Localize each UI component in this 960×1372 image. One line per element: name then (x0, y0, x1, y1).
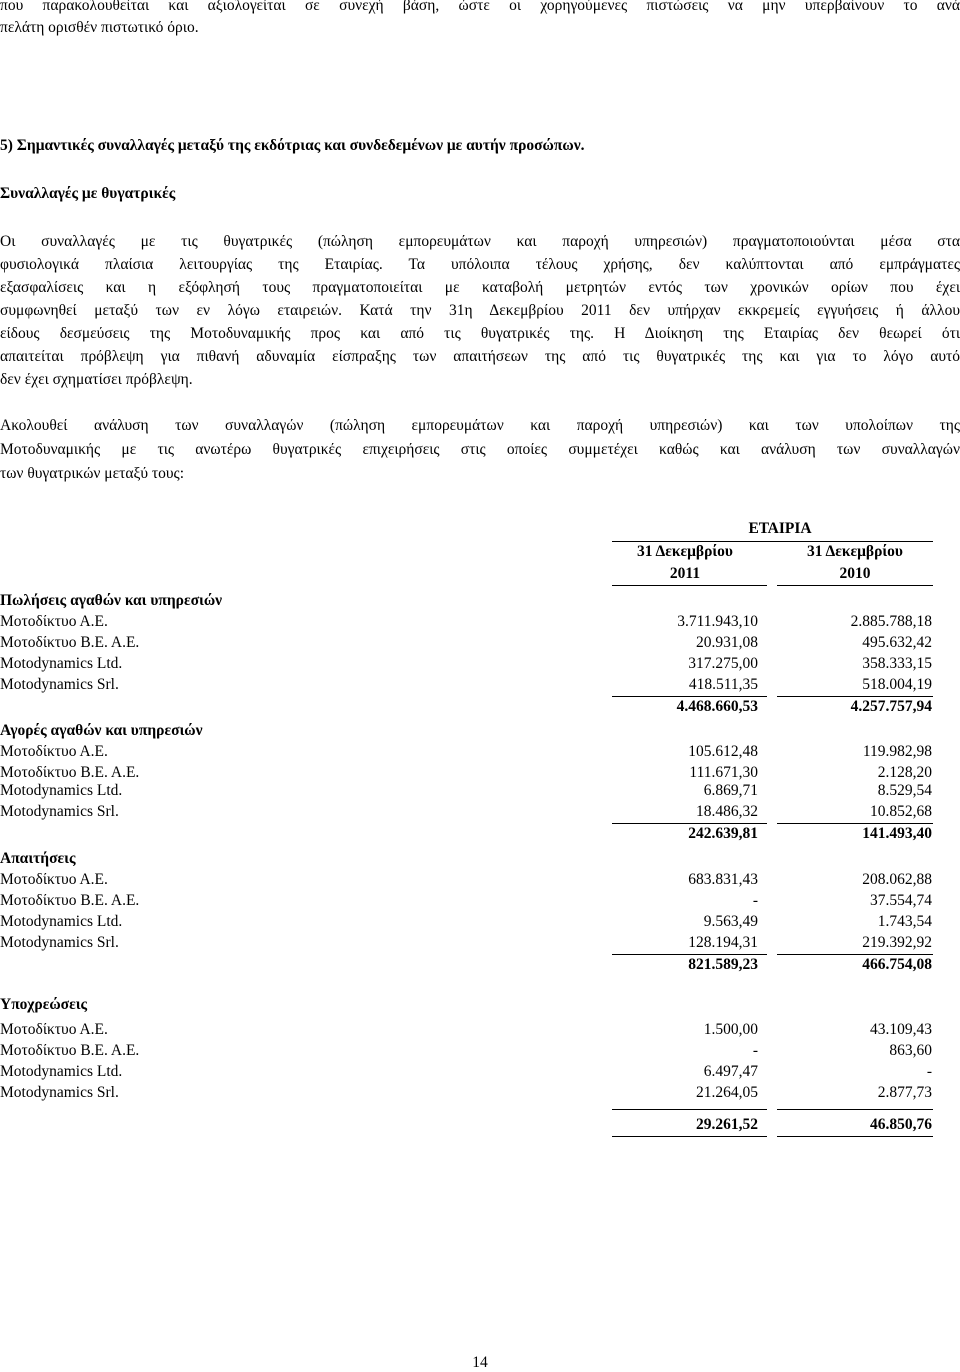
intro-line-2: πελάτη ορισθέν πιστωτικό όριο. (0, 19, 199, 36)
paragraph1-line-6: απαιτείται πρόβλεψη για πιθανή αδυναμία είσπραξης των απαιτήσεων της από τις θυγατρικές της και για το λόγο αυτό (0, 348, 960, 365)
row-label: Motodynamics Ltd. (0, 782, 123, 799)
row-label: Μοτοδίκτυο Β.Ε. Α.Ε. (0, 892, 140, 909)
col-2011-header-line1: 31 Δεκεμβρίου (637, 543, 733, 560)
total-2010: 141.493,40 (862, 825, 932, 842)
value-2011: 3.711.943,10 (677, 613, 758, 630)
company-header: ΕΤΑΙΡΙΑ (748, 520, 812, 537)
total-2011: 29.261,52 (696, 1116, 758, 1133)
col-2010-header-year: 2010 (839, 565, 871, 582)
subtotal-rule-2010 (777, 954, 933, 955)
paragraph1-line-2: φυσιολογικά πλαίσια λειτουργίας της Εταιρίας. Τα υπόλοιπα τέλους χρήσης, δεν καλύπτονται από εμπράγματες (0, 256, 960, 273)
row-label: Motodynamics Srl. (0, 934, 119, 951)
row-label: Μοτοδίκτυο Α.Ε. (0, 743, 108, 760)
value-2010: - (926, 1063, 932, 1080)
value-2011: 128.194,31 (688, 934, 758, 951)
value-2011: - (752, 1042, 758, 1059)
value-2010: 43.109,43 (870, 1021, 932, 1038)
value-2011: 21.264,05 (696, 1084, 758, 1101)
value-2010: 2.128,20 (877, 764, 932, 781)
value-2010: 863,60 (889, 1042, 932, 1059)
section-title-sales: Πωλήσεις αγαθών και υπηρεσιών (0, 592, 223, 609)
value-2010: 2.885.788,18 (850, 613, 932, 630)
row-label: Motodynamics Srl. (0, 676, 119, 693)
subtotal-rule-2010 (777, 1109, 933, 1110)
total-rule-2011 (612, 1136, 767, 1137)
subtotal-rule-2010 (777, 696, 933, 697)
value-2010: 518.004,19 (862, 676, 932, 693)
value-2011: 9.563,49 (703, 913, 758, 930)
col-2011-header-year: 2011 (669, 565, 701, 582)
paragraph1-line-4: συμφωνηθεί μεταξύ των εν λόγω εταιρειών. Κατά την 31η Δεκεμβρίου 2011 δεν υπήρχαν εκκρεμείς εγγυήσεις ή άλλου (0, 302, 960, 319)
col-2011-header-rule (612, 585, 767, 586)
value-2010: 2.877,73 (877, 1084, 932, 1101)
subsection-title: Συναλλαγές με θυγατρικές (0, 185, 176, 202)
paragraph1-line-5: είδους δεσμεύσεις της Μοτοδυναμικής προς και από τις θυγατρικές της. Η Διοίκηση της Εταιρίας δεν θεωρεί ότι (0, 325, 960, 342)
value-2011: 105.612,48 (688, 743, 758, 760)
total-2011: 4.468.660,53 (676, 698, 758, 715)
value-2011: 683.831,43 (688, 871, 758, 888)
paragraph2-line-3: των θυγατρικών μεταξύ τους: (0, 465, 185, 482)
row-label: Μοτοδίκτυο Α.Ε. (0, 871, 108, 888)
paragraph1-line-7: δεν έχει σχηματίσει πρόβλεψη. (0, 371, 193, 388)
paragraph1-line-1: Οι συναλλαγές με τις θυγατρικές (πώληση εμπορευμάτων και παροχή υπηρεσιών) πραγματοποιούνται μέσα στα (0, 233, 960, 250)
row-label: Motodynamics Ltd. (0, 655, 123, 672)
section-title: 5) Σημαντικές συναλλαγές μεταξύ της εκδότριας και συνδεδεμένων με αυτήν προσώπων. (0, 137, 585, 154)
value-2010: 119.982,98 (862, 743, 932, 760)
value-2011: 6.497,47 (703, 1063, 758, 1080)
total-2010: 46.850,76 (870, 1116, 932, 1133)
page-number: 14 (472, 1354, 488, 1371)
row-label: Μοτοδίκτυο Β.Ε. Α.Ε. (0, 764, 140, 781)
subtotal-rule-2011 (612, 954, 767, 955)
row-label: Motodynamics Srl. (0, 1084, 119, 1101)
total-2010: 466.754,08 (862, 956, 932, 973)
subtotal-rule-2011 (612, 823, 767, 824)
row-label: Μοτοδίκτυο Α.Ε. (0, 1021, 108, 1038)
row-label: Μοτοδίκτυο Α.Ε. (0, 613, 108, 630)
value-2010: 37.554,74 (870, 892, 932, 909)
total-2011: 242.639,81 (688, 825, 758, 842)
value-2010: 208.062,88 (862, 871, 932, 888)
subtotal-rule-2011 (612, 696, 767, 697)
value-2010: 495.632,42 (862, 634, 932, 651)
paragraph2-line-1: Ακολουθεί ανάλυση των συναλλαγών (πώληση εμπορευμάτων και παροχή υπηρεσιών) και των υπολοίπων της (0, 417, 960, 434)
col-2010-header-rule (777, 585, 933, 586)
row-label: Motodynamics Ltd. (0, 1063, 123, 1080)
section-title-purchases: Αγορές αγαθών και υπηρεσιών (0, 722, 203, 739)
total-2010: 4.257.757,94 (850, 698, 932, 715)
value-2011: 111.671,30 (689, 764, 758, 781)
row-label: Motodynamics Srl. (0, 803, 119, 820)
value-2011: 317.275,00 (688, 655, 758, 672)
row-label: Μοτοδίκτυο Β.Ε. Α.Ε. (0, 1042, 140, 1059)
value-2011: 1.500,00 (703, 1021, 758, 1038)
row-label: Motodynamics Ltd. (0, 913, 123, 930)
value-2011: - (752, 892, 758, 909)
value-2010: 10.852,68 (870, 803, 932, 820)
total-2011: 821.589,23 (688, 956, 758, 973)
total-rule-2010 (777, 1136, 933, 1137)
value-2010: 219.392,92 (862, 934, 932, 951)
value-2011: 20.931,08 (696, 634, 758, 651)
value-2010: 358.333,15 (862, 655, 932, 672)
section-title-payables: Υποχρεώσεις (0, 996, 88, 1013)
value-2011: 6.869,71 (703, 782, 758, 799)
row-label: Μοτοδίκτυο Β.Ε. Α.Ε. (0, 634, 140, 651)
subtotal-rule-2011 (612, 1109, 767, 1110)
section-title-receivables: Απαιτήσεις (0, 850, 76, 867)
col-2010-header-line1: 31 Δεκεμβρίου (807, 543, 903, 560)
value-2011: 18.486,32 (696, 803, 758, 820)
value-2010: 8.529,54 (877, 782, 932, 799)
value-2011: 418.511,35 (688, 676, 758, 693)
company-header-rule (612, 541, 933, 542)
intro-line-1: που παρακολουθείται και αξιολογείται σε συνεχή βάση, ώστε οι χορηγούμενες πιστώσεις να μην υπερβαίνουν το ανά (0, 0, 960, 14)
paragraph1-line-3: εξασφαλίσεις και η εξόφλησή τους πραγματοποιείται με καταβολή μετρητών εντός των χρονικών ορίων που έχει (0, 279, 960, 296)
value-2010: 1.743,54 (877, 913, 932, 930)
paragraph2-line-2: Μοτοδυναμικής με τις ανωτέρω θυγατρικές επιχειρήσεις στις οποίες συμμετέχει καθώς και ανάλυση των συναλλαγών (0, 441, 960, 458)
subtotal-rule-2010 (777, 823, 933, 824)
